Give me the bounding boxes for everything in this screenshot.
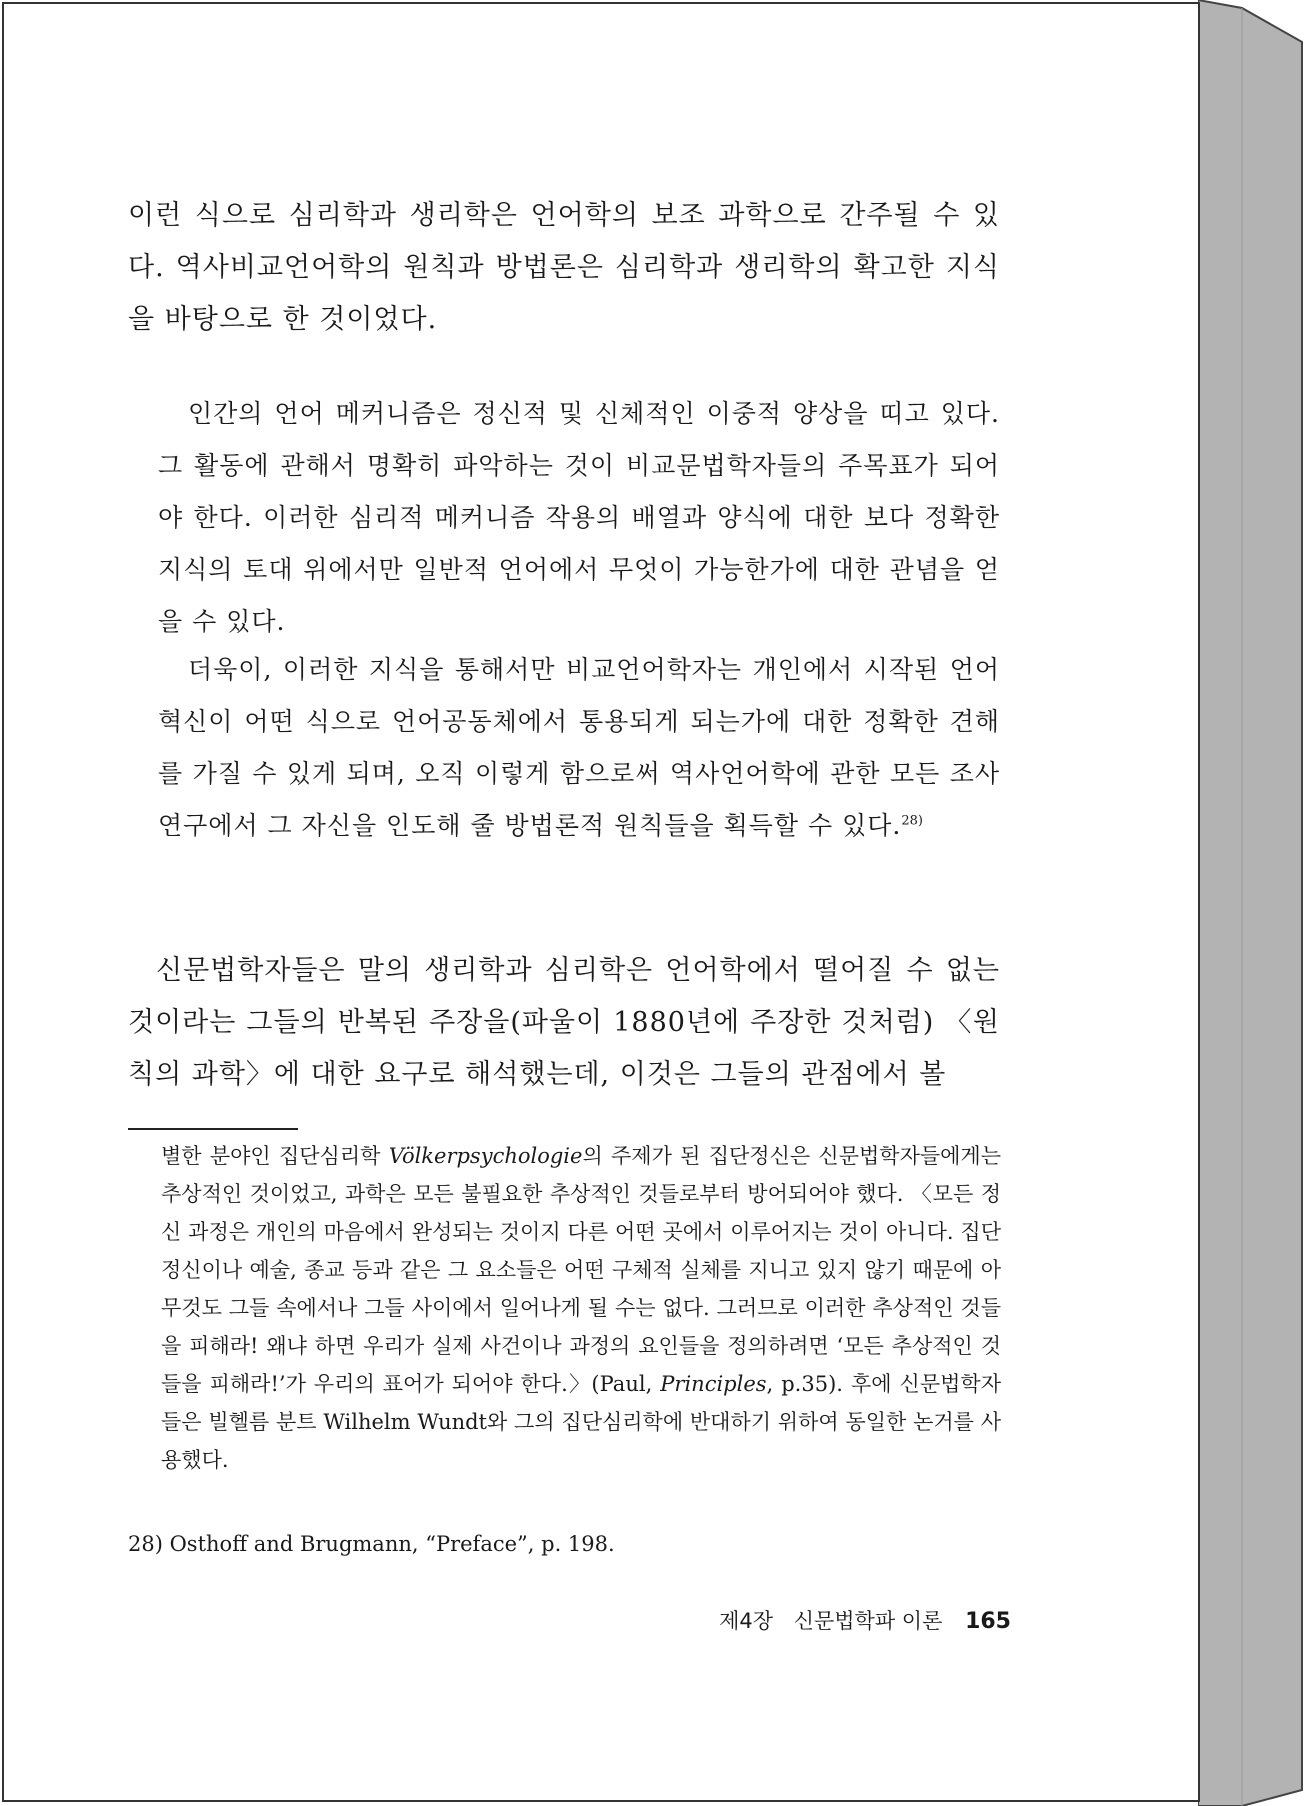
footnote-28: 28) Osthoff and Brugmann, “Preface”, p. 198. — [128, 1532, 615, 1556]
footnote-text-c: , p.35). 후에 신문법학자들은 빌헬름 분트 Wilhelm Wundt와 그의 집단심리학에 반대하기 위하여 동일한 논거를 사용했다. — [161, 1372, 1001, 1472]
body-paragraph-2: 신문법학자들은 말의 생리학과 심리학은 언어학에서 떨어질 수 없는 것이라는 그들의 반복된 주장을(파울이 1880년에 주장한 것처럼) 〈원칙의 과학〉에 대한 요구로 해석했는데, 이것은 그들의 관점에서 볼 — [128, 955, 1000, 1090]
footnote-term: Völkerpsychologie — [388, 1144, 583, 1168]
footer-chapter: 제4장 — [719, 1609, 773, 1633]
page-number: 165 — [965, 1609, 1011, 1634]
footnote-work-title: Principles — [660, 1372, 767, 1396]
running-footer — [719, 1605, 1011, 1635]
footnote-divider — [128, 1128, 298, 1130]
footnote-continued — [161, 1137, 1001, 1479]
block-quote-2 — [158, 644, 1000, 852]
footer-title: 신문법학파 이론 — [793, 1609, 943, 1633]
page-edge-shadow — [1198, 0, 1308, 1806]
body-paragraph-1: 이런 식으로 심리학과 생리학은 언어학의 보조 과학으로 간주될 수 있다. 역사비교언어학의 원칙과 방법론은 심리학과 생리학의 확고한 지식을 바탕으로 한 것이었다. — [128, 200, 1000, 335]
block-quote-2-text: 더욱이, 이러한 지식을 통해서만 비교언어학자는 개인에서 시작된 언어 혁신이 어떤 식으로 언어공동체에서 통용되게 되는가에 대한 정확한 견해를 가질 수 있게 되며, 오직 이렇게 함으로써 역사언어학에 관한 모든 조사 연구에서 그 자신을 인도해 줄 방법론적 원칙들을 획득할 수 있다. — [158, 655, 1000, 840]
footnote-text-a: 별한 분야인 집단심리학 — [161, 1144, 389, 1168]
footnote-ref-28: 28) — [901, 813, 923, 829]
block-quote-1: 인간의 언어 메커니즘은 정신적 및 신체적인 이중적 양상을 띠고 있다. 그 활동에 관해서 명확히 파악하는 것이 비교문법학자들의 주목표가 되어야 한다. 이러한 심리적 메커니즘 작용의 배열과 양식에 대한 보다 정확한 지식의 토대 위에서만 일반적 언어에서 무엇이 가능한가에 대한 관념을 얻을 수 있다. — [158, 399, 1000, 636]
footnote-text-b: 의 주제가 된 집단정신은 신문법학자들에게는 추상적인 것이었고, 과학은 모든 불필요한 추상적인 것들로부터 방어되어야 했다. 〈모든 정신 과정은 개인의 마음에서 완성되는 것이지 다른 어떤 곳에서 이루어지는 것이 아니다. 집단정신이나 예술, 종교 등과 같은 그 요소들은 어떤 구체적 실체를 지니고 있지 않기 때문에 아무것도 그들 속에서나 그들 사이에서 일어나게 될 수는 없다. 그러므로 이러한 추상적인 것들을 피해라! 왜냐 하면 우리가 실제 사건이나 과정의 요인들을 정의하려면 ‘모든 추상적인 것들을 피해라!’가 우리의 표어가 되어야 한다.〉(Paul, — [161, 1144, 1001, 1396]
